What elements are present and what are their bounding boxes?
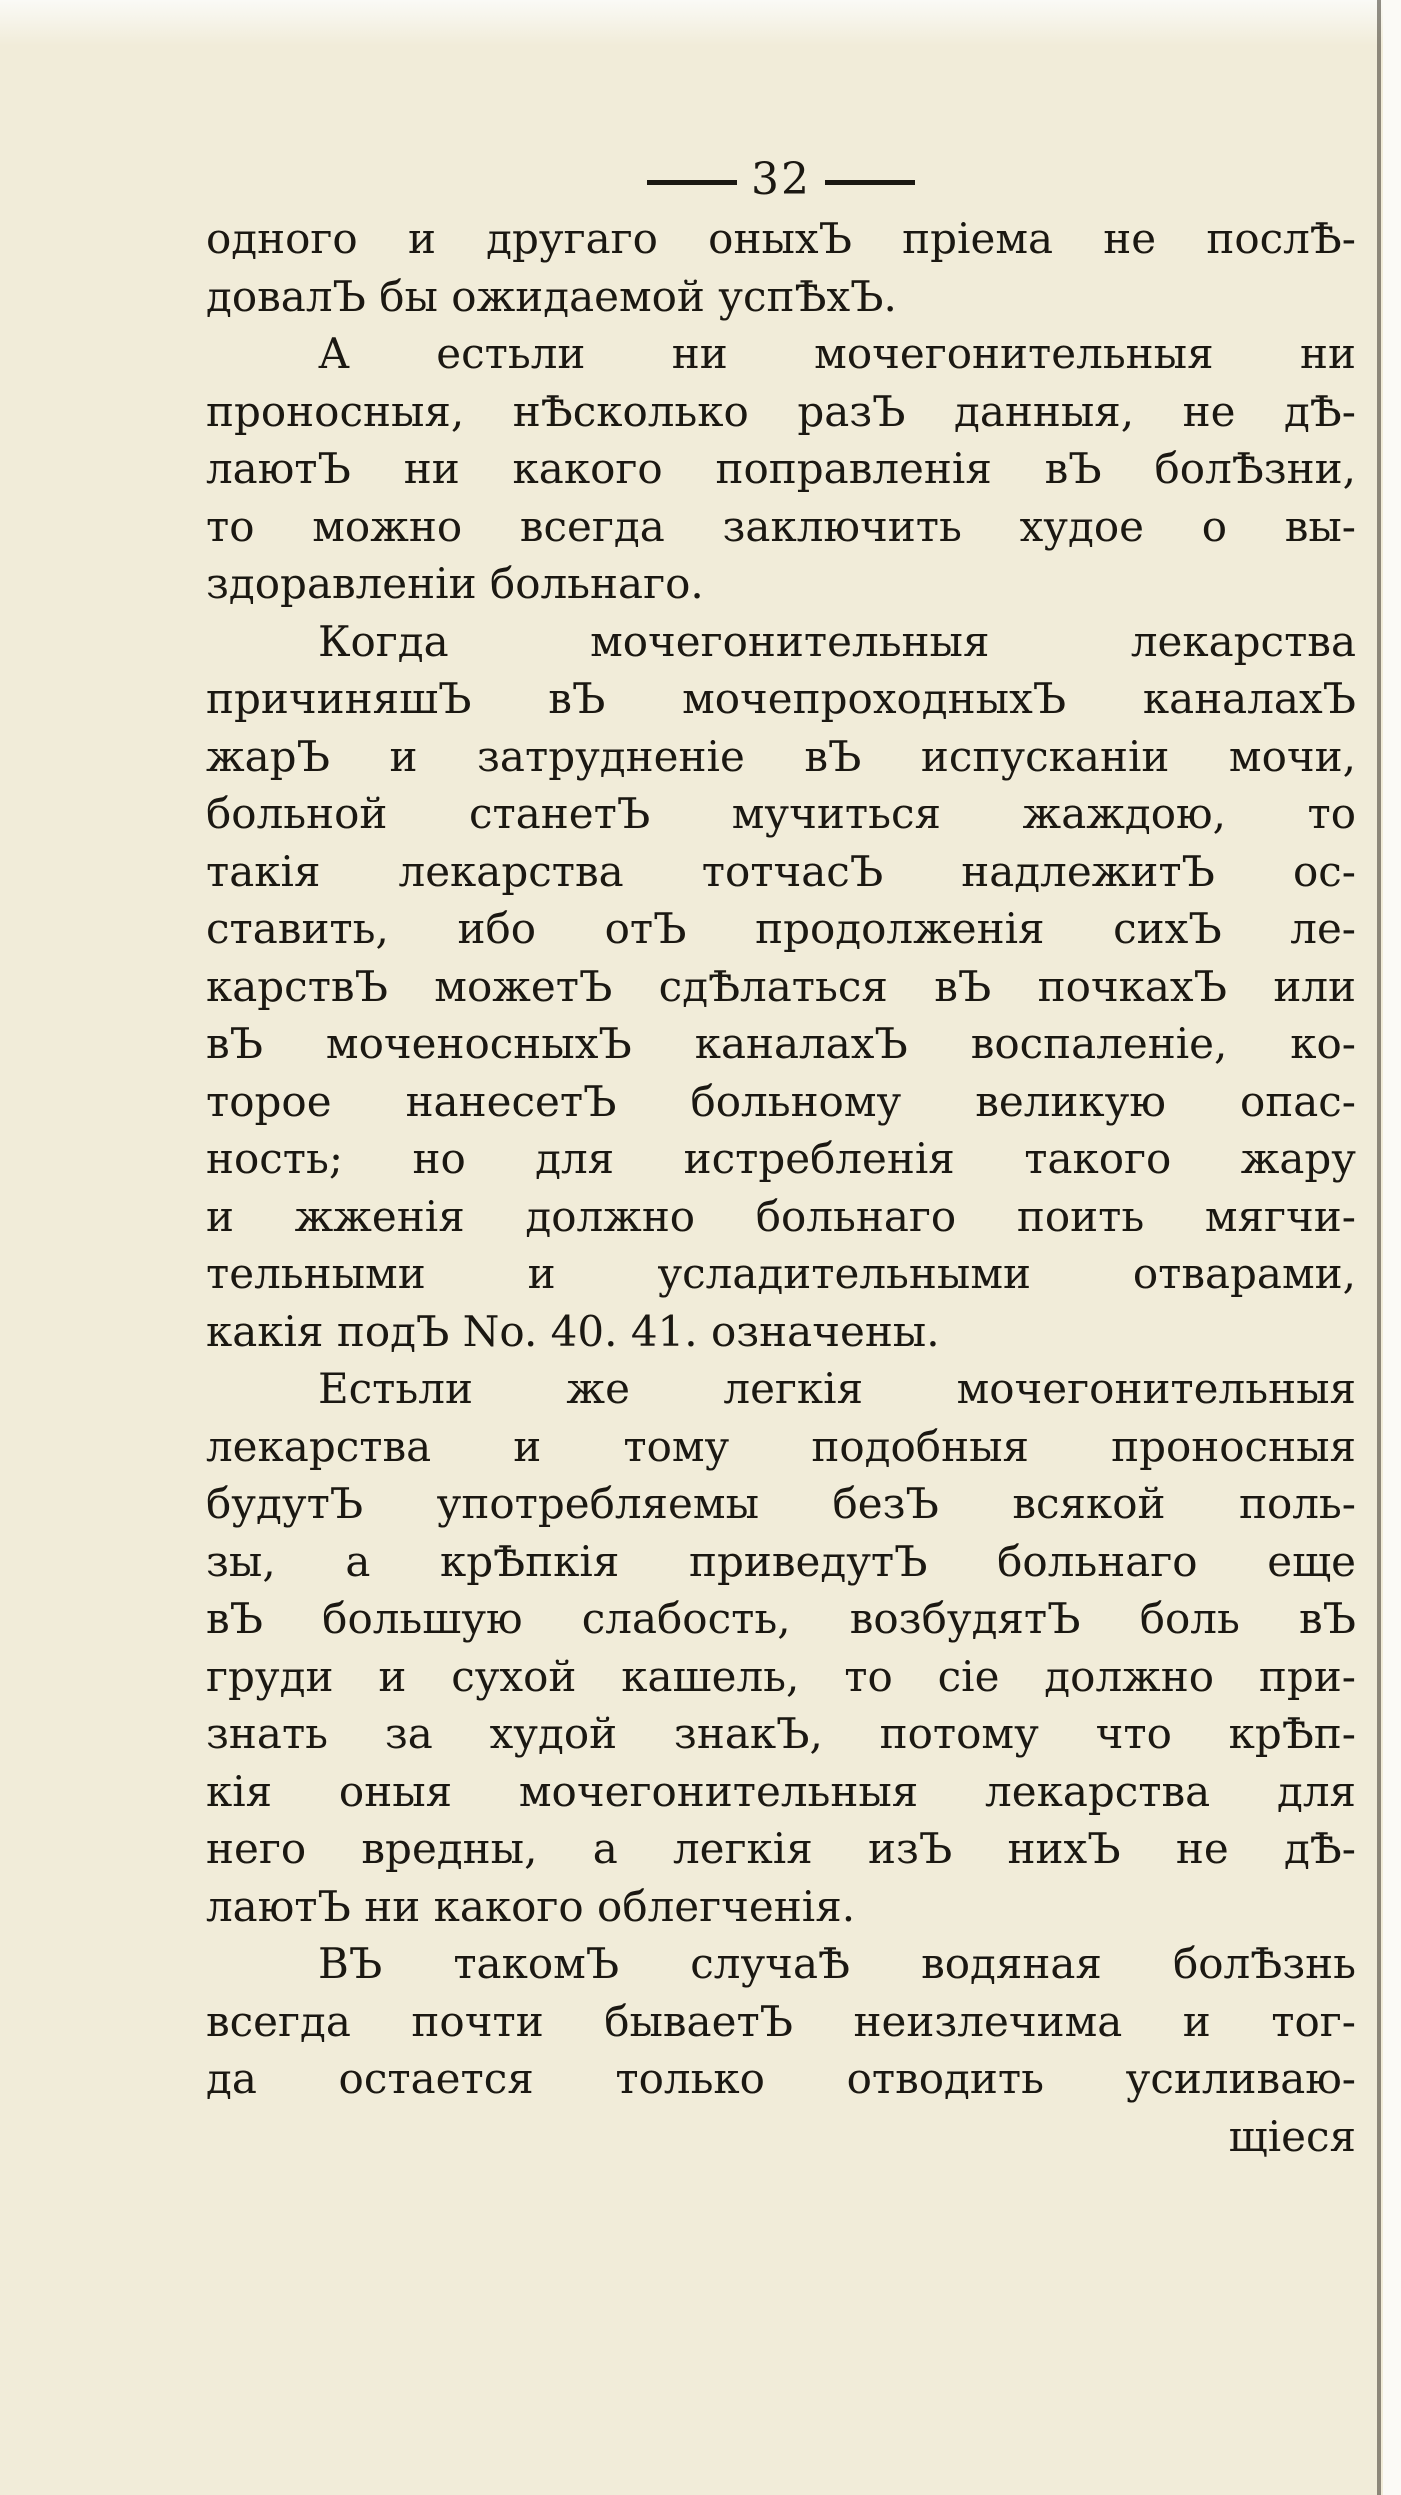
text-line: причиняшЪ вЪ мочепроходныхЪ каналахЪ — [206, 674, 1356, 723]
text-line: ВЪ такомЪ случаѢ водяная болѢзнь — [318, 1939, 1356, 1988]
page-top-edge — [0, 0, 1401, 46]
text-line: жарЪ и затрудненіе вЪ испусканіи мочи, — [206, 731, 1356, 781]
text-line: такія лекарства тотчасЪ надлежитЪ ос- — [206, 846, 1356, 896]
page-text-block — [206, 150, 1356, 2165]
text-line: лекарства и тому подобныя проносныя — [206, 1421, 1356, 1471]
text-line: больной станетЪ мучиться жаждою, то — [206, 789, 1356, 838]
text-line: ставить, ибо отЪ продолженія сихЪ ле- — [206, 904, 1356, 953]
text-line: лаютЪ ни какого облегченія. — [206, 1881, 856, 1931]
text-line: карствЪ можетЪ сдѢлаться вЪ почкахЪ или — [206, 961, 1356, 1011]
text-line: вЪ моченосныхЪ каналахЪ воспаленіе, ко- — [206, 1019, 1356, 1068]
text-line: кія оныя мочегонительныя лекарства для — [206, 1766, 1356, 1816]
text-line: проносныя, нѢсколько разЪ данныя, не дѢ- — [206, 386, 1356, 436]
text-line: одного и другаго оныхЪ пріема не послѢ- — [206, 214, 1356, 263]
text-line: А естьли ни мочегонительныя ни — [318, 329, 1356, 378]
header-dash-left — [647, 180, 737, 185]
text-line: здоравленіи больнаго. — [206, 559, 704, 608]
text-line: то можно всегда заключить худое о вы- — [206, 501, 1356, 551]
page-header — [206, 150, 1356, 210]
text-line: торое нанесетЪ больному великую опас- — [206, 1076, 1356, 1126]
body-text — [206, 210, 1356, 2108]
page-right-edge — [1383, 0, 1401, 2495]
text-line: зы, а крѢпкія приведутЪ больнаго еще — [206, 1536, 1356, 1586]
text-line: какія подЪ No. 40. 41. означены. — [206, 1306, 940, 1356]
page-number: 32 — [751, 154, 811, 205]
text-line: довалЪ бы ожидаемой успѢхЪ. — [206, 271, 897, 321]
text-line: да остается только отводить усиливаю- — [206, 2054, 1356, 2103]
text-line: Когда мочегонительныя лекарства — [318, 616, 1356, 666]
text-line: тельными и усладительными отварами, — [206, 1249, 1356, 1298]
text-line: будутЪ употребляемы безЪ всякой поль- — [206, 1479, 1356, 1528]
text-line: вЪ большую слабость, возбудятЪ боль вЪ — [206, 1594, 1356, 1643]
text-line: ность; но для истребленія такого жару — [206, 1134, 1356, 1183]
text-line: всегда почти бываетЪ неизлечима и тог- — [206, 1996, 1356, 2046]
text-line: знать за худой знакЪ, потому что крѢп- — [206, 1709, 1356, 1758]
text-line: и жженія должно больнаго поить мягчи- — [206, 1191, 1356, 1241]
header-dash-right — [825, 180, 915, 185]
catchword: щіеся — [1228, 2111, 1356, 2161]
text-line: лаютЪ ни какого поправленія вЪ болѢзни, — [206, 444, 1356, 493]
text-line: Естьли же легкія мочегонительныя — [318, 1364, 1356, 1413]
text-line: него вредны, а легкія изЪ нихЪ не дѢ- — [206, 1824, 1356, 1873]
page-right-shadow — [1377, 0, 1381, 2495]
text-line: груди и сухой кашель, то сіе должно при- — [206, 1651, 1356, 1701]
